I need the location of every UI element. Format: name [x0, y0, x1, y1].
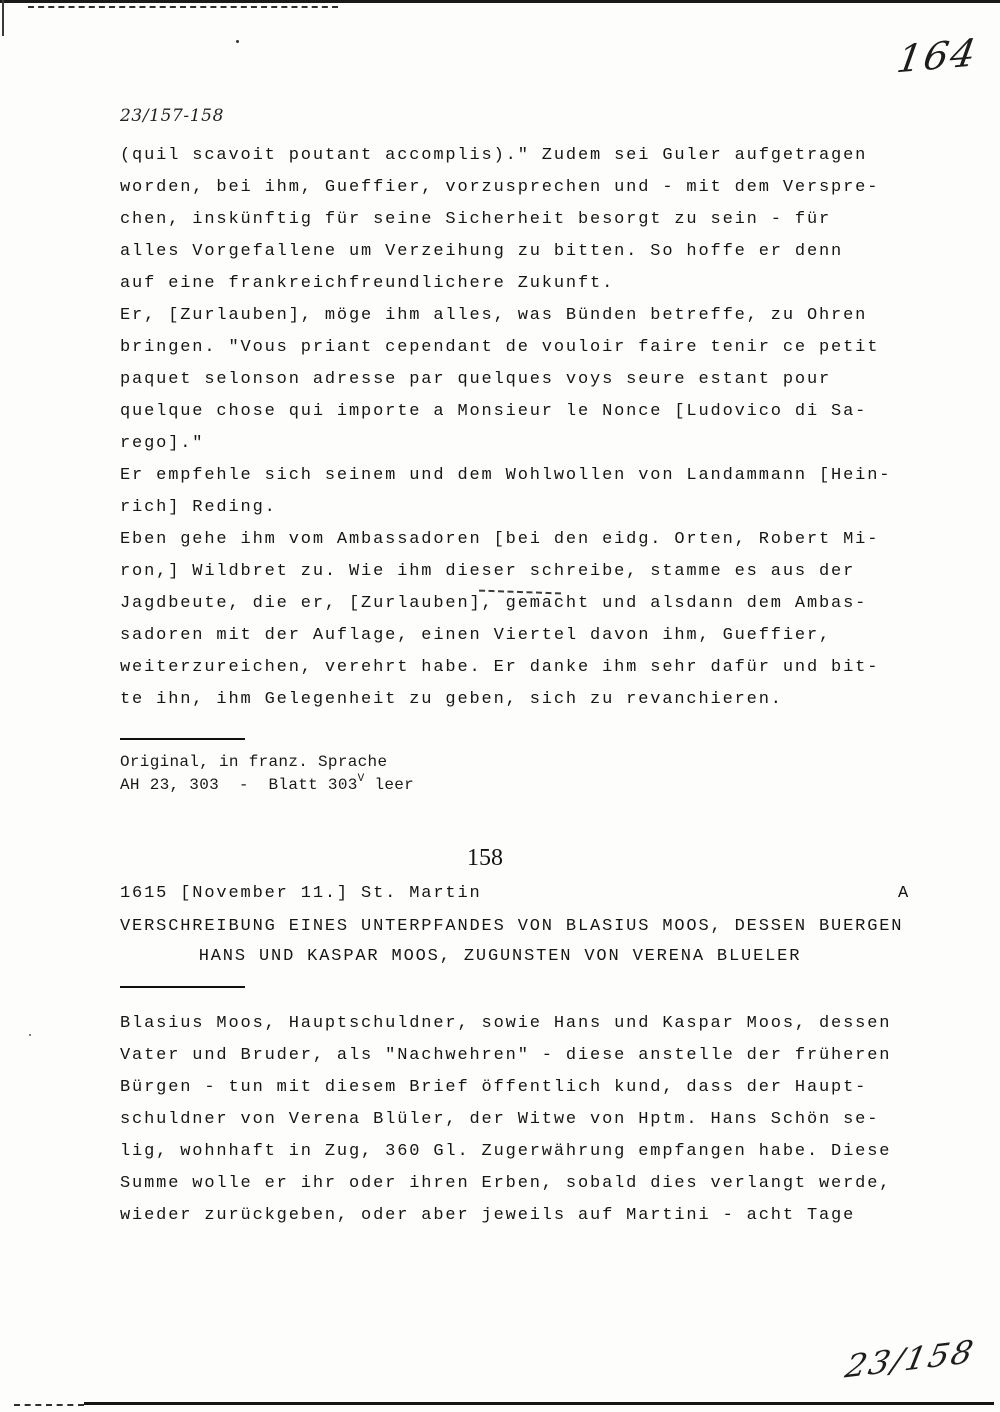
- text-line: ron,] Wildbret zu. Wie ihm dieser schreibe, stamme es aus der: [120, 562, 856, 581]
- text-line: Jagdbeute, die er, [Zurlauben], gemacht und alsdann dem Ambas-: [120, 594, 868, 613]
- entry-157-body: [120, 140, 891, 716]
- archive-reference: 23/157-158: [120, 106, 224, 126]
- text-line: paquet selonson adresse par quelques voys seure estant pour: [120, 370, 832, 389]
- text-line: te ihn, ihm Gelegenheit zu geben, sich zu revanchieren.: [120, 690, 783, 709]
- scan-speck: [29, 1034, 31, 1036]
- text-line: Er, [Zurlauben], möge ihm alles, was Bünden betreffe, zu Ohren: [120, 306, 868, 325]
- source-signature-tail: leer: [364, 776, 415, 794]
- text-line: alles Vorgefallene um Verzeihung zu bitten. So hoffe er denn: [120, 242, 844, 261]
- verso-superscript: V: [357, 772, 365, 785]
- text-line: Er empfehle sich seinem und dem Wohlwollen von Landammann [Hein-: [120, 466, 892, 485]
- text-line: Bürgen - tun mit diesem Brief öffentlich kund, dass der Haupt-: [120, 1078, 868, 1097]
- scan-edge-bottom: [84, 1402, 994, 1405]
- scan-corner-mark: [2, 0, 4, 36]
- text-line: lig, wohnhaft in Zug, 360 Gl. Zugerwährung empfangen habe. Diese: [120, 1142, 892, 1161]
- text-line: chen, inskünftig für seine Sicherheit besorgt zu sein - für: [120, 210, 832, 229]
- source-language-line: Original, in franz. Sprache: [120, 753, 388, 771]
- divider-rule: [120, 986, 245, 988]
- text-line: Blasius Moos, Hauptschuldner, sowie Hans und Kaspar Moos, dessen: [120, 1014, 892, 1033]
- text-line: schuldner von Verena Blüler, der Witwe von Hptm. Hans Schön se-: [120, 1110, 880, 1129]
- handwritten-archive-number: 23/158: [842, 1332, 979, 1386]
- text-line: weiterzureichen, verehrt habe. Er danke ihm sehr dafür und bit-: [120, 658, 880, 677]
- scan-speck: [236, 40, 239, 43]
- date-text: 1615 [November 11.] St. Martin: [120, 884, 482, 903]
- text-line: (quil scavoit poutant accomplis)." Zudem sei Guler aufgetragen: [120, 146, 868, 165]
- text-line: Summe wolle er ihr oder ihren Erben, sobald dies verlangt werde,: [120, 1174, 892, 1193]
- text-line: rich] Reding.: [120, 498, 277, 517]
- text-line: bringen. "Vous priant cependant de vouloir faire tenir ce petit: [120, 338, 880, 357]
- text-line: auf eine frankreichfreundlichere Zukunft.: [120, 274, 615, 293]
- text-line: Vater und Bruder, als "Nachwehren" - diese anstelle der früheren: [120, 1046, 892, 1065]
- text-line: wieder zurückgeben, oder aber jeweils auf Martini - acht Tage: [120, 1206, 856, 1225]
- entry-158-body: [120, 1008, 891, 1232]
- text-line: sadoren mit der Auflage, einen Viertel davon ihm, Gueffier,: [120, 626, 832, 645]
- scan-edge-top-dashes: [28, 6, 338, 8]
- scan-edge-top: [0, 0, 1000, 3]
- handwritten-page-number: 164: [893, 30, 981, 82]
- divider-rule: [120, 738, 245, 740]
- text-line: worden, bei ihm, Gueffier, vorzusprechen und - mit dem Verspre-: [120, 178, 880, 197]
- entry-title-line1: VERSCHREIBUNG EINES UNTERPFANDES VON BLASIUS MOOS, DESSEN BUERGEN: [120, 917, 904, 936]
- source-signature-line: [120, 774, 414, 797]
- dateline: [120, 884, 910, 903]
- text-line: rego].": [120, 434, 205, 453]
- source-note: [120, 751, 414, 797]
- marginal-letter: A: [897, 884, 910, 903]
- source-signature-text: AH 23, 303 - Blatt 303: [120, 776, 358, 794]
- entry-number: 158: [467, 845, 503, 871]
- entry-title-line2: HANS UND KASPAR MOOS, ZUGUNSTEN VON VERENA BLUELER: [198, 947, 802, 966]
- text-line: Eben gehe ihm vom Ambassadoren [bei den eidg. Orten, Robert Mi-: [120, 530, 880, 549]
- scan-edge-bottom-dashes: [14, 1404, 84, 1406]
- text-line: quelque chose qui importe a Monsieur le Nonce [Ludovico di Sa-: [120, 402, 868, 421]
